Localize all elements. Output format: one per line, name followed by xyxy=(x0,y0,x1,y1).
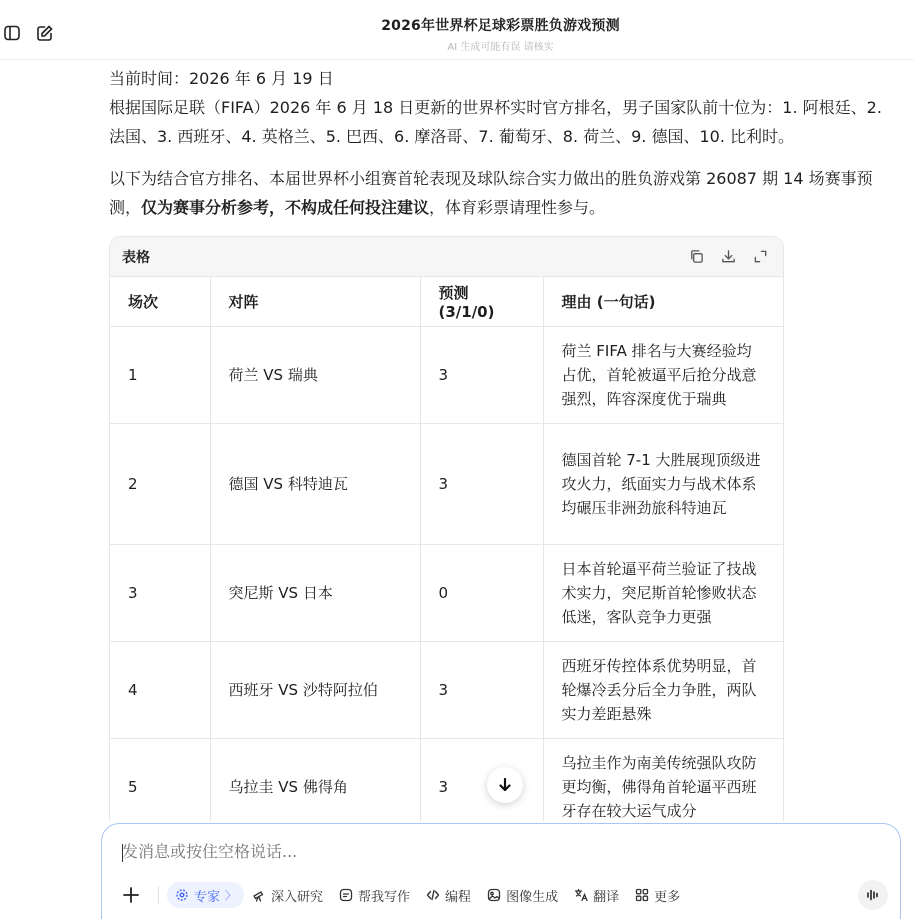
download-icon[interactable] xyxy=(719,248,737,266)
page-title: 2026年世界杯足球彩票胜负游戏预测 xyxy=(381,18,620,34)
plus-icon xyxy=(122,886,140,904)
text-caret xyxy=(122,844,123,862)
image-generation-label: 图像生成 xyxy=(506,889,559,905)
table-tools xyxy=(687,248,769,266)
writing-icon xyxy=(339,888,353,902)
col-header-round: 场次 xyxy=(110,277,210,326)
cell-round: 3 xyxy=(110,544,210,641)
waveform-icon xyxy=(865,887,881,903)
intro-text: 以下为结合官方排名、本届世界杯小组赛首轮表现及球队综合实力做出的胜负游戏第 26087 期 14 场赛事预测， xyxy=(109,169,873,217)
image-icon xyxy=(487,888,501,902)
attach-button[interactable] xyxy=(120,884,142,906)
table-card-header xyxy=(110,237,783,277)
cell-reason: 德国首轮 7-1 大胜展现顶级进攻火力，纸面实力与战术体系均碾压非洲劲旅科特迪瓦 xyxy=(543,423,783,544)
table-row xyxy=(110,544,783,641)
composer-toolbar xyxy=(120,882,688,908)
prediction-intro-paragraph xyxy=(109,164,884,222)
copy-icon[interactable] xyxy=(687,248,705,266)
voice-input-button[interactable] xyxy=(858,880,888,910)
cell-reason: 西班牙传控体系优势明显，首轮爆冷丢分后全力争胜，两队实力差距悬殊 xyxy=(543,641,783,738)
table-row xyxy=(110,738,783,821)
translate-icon xyxy=(574,888,588,902)
fifa-ranking-paragraph: 根据国际足联（FIFA）2026 年 6 月 18 日更新的世界杯实时官方排名，男子国家队前十位为：1. 阿根廷、2. 法国、3. 西班牙、4. 英格兰、5. 巴西、6. 摩洛哥、7. 葡萄牙、8. 荷兰、9. 德国、10. 比利时。 xyxy=(109,98,882,146)
col-header-match: 对阵 xyxy=(210,277,420,326)
top-bar xyxy=(0,0,914,60)
translate-label: 翻译 xyxy=(593,889,620,905)
ai-disclaimer: AI 生成可能有误 请核实 xyxy=(447,42,554,53)
telescope-icon xyxy=(252,888,266,902)
cell-round: 5 xyxy=(110,738,210,821)
disclaimer-bold: 仅为赛事分析参考，不构成任何投注建议 xyxy=(141,198,430,217)
coding-label: 编程 xyxy=(445,889,472,905)
coding-chip[interactable] xyxy=(418,882,479,908)
table-row xyxy=(110,326,783,423)
toolbar-divider xyxy=(158,886,159,904)
cell-prediction: 3 xyxy=(420,326,543,423)
writing-chip[interactable] xyxy=(331,882,418,908)
arrow-down-icon xyxy=(497,777,513,793)
cell-reason: 荷兰 FIFA 排名与大赛经验均占优，首轮被逼平后抢分战意强烈，阵容深度优于瑞典 xyxy=(543,326,783,423)
table-row xyxy=(110,423,783,544)
cell-prediction: 3 xyxy=(420,738,543,821)
prediction-table xyxy=(110,277,783,821)
table-label: 表格 xyxy=(122,249,150,266)
expert-mode-chip[interactable] xyxy=(167,882,244,908)
expand-icon[interactable] xyxy=(751,248,769,266)
cell-round: 2 xyxy=(110,423,210,544)
translate-chip[interactable] xyxy=(566,882,627,908)
scroll-to-bottom-button[interactable] xyxy=(487,767,523,803)
more-chip[interactable] xyxy=(627,882,688,908)
cell-reason: 日本首轮逼平荷兰验证了技战术实力，突尼斯首轮惨败状态低迷，客队竞争力更强 xyxy=(543,544,783,641)
cell-match: 德国 VS 科特迪瓦 xyxy=(210,423,420,544)
table-header-row xyxy=(110,277,783,326)
cell-match: 乌拉圭 VS 佛得角 xyxy=(210,738,420,821)
image-generation-chip[interactable] xyxy=(479,882,566,908)
expert-label: 专家 xyxy=(194,889,221,905)
cell-match: 西班牙 VS 沙特阿拉伯 xyxy=(210,641,420,738)
col-header-reason: 理由 (一句话) xyxy=(543,277,783,326)
deep-research-chip[interactable] xyxy=(244,882,331,908)
cell-round: 1 xyxy=(110,326,210,423)
cell-reason: 乌拉圭作为南美传统强队攻防更均衡，佛得角首轮逼平西班牙存在较大运气成分 xyxy=(543,738,783,821)
cell-prediction: 0 xyxy=(420,544,543,641)
cell-prediction: 3 xyxy=(420,641,543,738)
deep-research-label: 深入研究 xyxy=(271,889,324,905)
expert-icon xyxy=(175,888,189,902)
cell-match: 突尼斯 VS 日本 xyxy=(210,544,420,641)
grid-icon xyxy=(635,888,649,902)
table-row xyxy=(110,641,783,738)
cell-round: 4 xyxy=(110,641,210,738)
cell-match: 荷兰 VS 瑞典 xyxy=(210,326,420,423)
current-time-line: 当前时间：2026 年 6 月 19 日 xyxy=(109,69,334,88)
conversation-area xyxy=(0,61,914,821)
message-input[interactable] xyxy=(122,842,822,861)
prediction-table-card xyxy=(109,236,784,821)
col-header-prediction: 预测 (3/1/0) xyxy=(420,277,543,326)
writing-label: 帮我写作 xyxy=(358,889,411,905)
message-text xyxy=(109,64,884,222)
chevron-right-icon: 〉 xyxy=(225,889,237,902)
message-composer xyxy=(101,823,901,919)
intro-text-end: ，体育彩票请理性参与。 xyxy=(429,198,606,217)
code-icon xyxy=(426,888,440,902)
cell-prediction: 3 xyxy=(420,423,543,544)
more-label: 更多 xyxy=(654,889,681,905)
